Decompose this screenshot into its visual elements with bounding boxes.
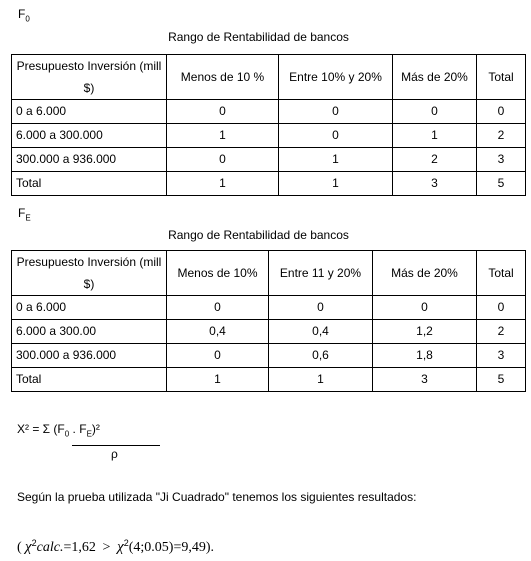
table-cell: 0 (167, 296, 269, 320)
expected-table (11, 250, 526, 392)
table-cell: 0 (373, 296, 477, 320)
column-header: Entre 11 y 20% (269, 251, 373, 296)
table-row (12, 148, 526, 172)
table-cell: 3 (477, 344, 526, 368)
column-header: Entre 10% y 20% (279, 55, 393, 100)
observed-title: Rango de Rentabilidad de bancos (168, 30, 349, 44)
expected-title: Rango de Rentabilidad de bancos (168, 228, 349, 242)
table-cell: 1 (167, 368, 269, 392)
row-label-cell: 0 a 6.000 (12, 296, 167, 320)
observed-label: $F_0$ (18, 7, 30, 24)
table-cell: 0 (167, 100, 279, 124)
row-label-cell: 300.000 a 936.000 (12, 148, 167, 172)
table-cell: 1 (167, 172, 279, 196)
table-cell: 1,8 (373, 344, 477, 368)
chi-square-formula-numerator: X² = Σ ($F_0$ . $F_E)^2$ (17, 422, 100, 439)
table-row (12, 100, 526, 124)
table-cell: 3 (477, 148, 526, 172)
expected-label: $F_E$ (18, 206, 31, 223)
table-row (12, 344, 526, 368)
column-header: Total (477, 251, 526, 296)
table-cell: 0,4 (269, 320, 373, 344)
table-cell: 5 (477, 368, 526, 392)
table-row (12, 368, 526, 392)
table-cell: 2 (477, 320, 526, 344)
table-cell: 1 (279, 148, 393, 172)
column-header: Presupuesto Inversión (mill $) (12, 251, 167, 296)
fraction-bar (72, 445, 160, 446)
table-row (12, 172, 526, 196)
row-label-cell: Total (12, 368, 167, 392)
table-cell: 1 (279, 172, 393, 196)
row-label-cell: 300.000 a 936.000 (12, 344, 167, 368)
table-cell: 0 (279, 124, 393, 148)
table-cell: 2 (477, 124, 526, 148)
column-header: Más de 20% (393, 55, 477, 100)
observed-table (11, 54, 526, 196)
table-cell: 1,2 (373, 320, 477, 344)
column-header: Total (477, 55, 526, 100)
table-cell: 0,4 (167, 320, 269, 344)
table-cell: 0 (393, 100, 477, 124)
table-cell: 1 (393, 124, 477, 148)
table-cell: 0,6 (269, 344, 373, 368)
table-cell: 0 (167, 148, 279, 172)
table-cell: 2 (393, 148, 477, 172)
row-label-cell: 6.000 a 300.00 (12, 320, 167, 344)
column-header: Más de 20% (373, 251, 477, 296)
column-header: Menos de 10% (167, 251, 269, 296)
row-label-cell: Total (12, 172, 167, 196)
table-header-row (12, 55, 526, 100)
column-header: Presupuesto Inversión (mill $) (12, 55, 167, 100)
row-label-cell: 0 a 6.000 (12, 100, 167, 124)
table-cell: 0 (477, 100, 526, 124)
table-row (12, 124, 526, 148)
table-cell: 0 (269, 296, 373, 320)
chi-square-formula-denominator: ρ (111, 447, 118, 461)
table-row (12, 296, 526, 320)
table-cell: 3 (393, 172, 477, 196)
table-cell: 1 (167, 124, 279, 148)
chi-square-result: ( $\chi^2calc.=1,62$ > $\chi^2(4;0.05)=9,49$). (17, 538, 215, 555)
table-cell: 5 (477, 172, 526, 196)
table-cell: 0 (279, 100, 393, 124)
table-cell: 1 (269, 368, 373, 392)
table-cell: 0 (167, 344, 269, 368)
table-header-row (12, 251, 526, 296)
table-cell: 3 (373, 368, 477, 392)
row-label-cell: 6.000 a 300.000 (12, 124, 167, 148)
table-cell: 0 (477, 296, 526, 320)
table-row (12, 320, 526, 344)
result-sentence: Según la prueba utilizada "Ji Cuadrado" tenemos los siguientes resultados: (17, 490, 417, 504)
column-header: Menos de 10 % (167, 55, 279, 100)
